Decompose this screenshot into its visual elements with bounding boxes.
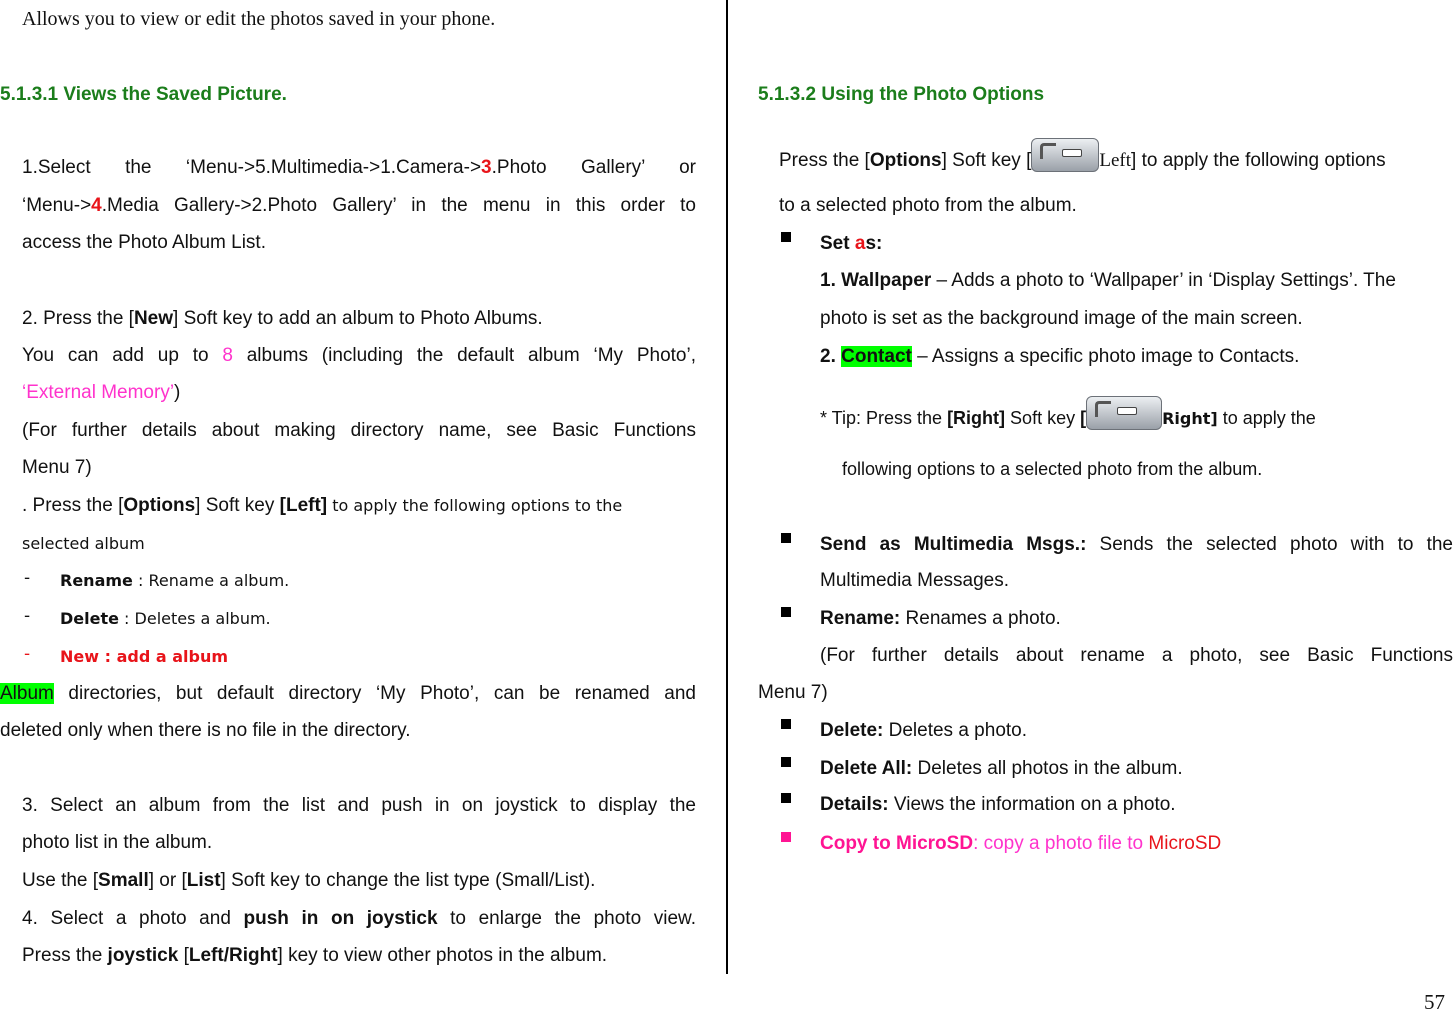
- square-bullet-icon: [781, 757, 791, 767]
- album-note-line2: deleted only when there is no file in the directory.: [0, 720, 411, 741]
- wallpaper-option: 1. Wallpaper – Adds a photo to ‘Wallpaper’ in ‘Display Settings’. The: [820, 270, 1396, 291]
- details-option: Details: Views the information on a photo.: [820, 794, 1176, 815]
- step2-line1: 2. Press the [New] Soft key to add an album to Photo Albums.: [22, 308, 543, 329]
- new-dash: -: [24, 644, 31, 664]
- copy-to-microsd-option: Copy to MicroSD: copy a photo file to MicroSD: [820, 833, 1222, 854]
- step3-line1: 3. Select an album from the list and push in on joystick to display the: [22, 795, 696, 816]
- bullet-delete: [781, 718, 793, 744]
- album-note-line1: Album directories, but default directory ‘My Photo’, can be renamed and: [0, 683, 696, 704]
- step2-line4: (For further details about making directory name, see Basic Functions: [22, 420, 696, 441]
- square-bullet-icon: [781, 793, 791, 803]
- square-bullet-icon: [781, 719, 791, 729]
- square-bullet-icon: [781, 533, 791, 543]
- options-line1: . Press the [Options] Soft key [Left] to apply the following options to the: [22, 495, 623, 516]
- set-as-label: Set as:: [820, 233, 883, 254]
- page-number: 57: [1424, 990, 1445, 1012]
- contact-option: 2. Contact – Assigns a specific photo image to Contacts.: [820, 346, 1300, 367]
- step3-line2: photo list in the album.: [22, 832, 213, 853]
- intro-text: Allows you to view or edit the photos saved in your phone.: [22, 8, 496, 30]
- step2-line3: ‘External Memory’): [22, 382, 181, 403]
- delete-all-option: Delete All: Deletes all photos in the album.: [820, 758, 1183, 779]
- bullet-send: [781, 532, 793, 558]
- wallpaper-option-line2: photo is set as the background image of the main screen.: [820, 308, 1303, 329]
- step4-line2: Press the joystick [Left/Right] key to view other photos in the album.: [22, 945, 608, 966]
- column-divider: [726, 0, 728, 974]
- tip-line1: * Tip: Press the [Right] Soft key [ Right] to apply the: [820, 396, 1316, 440]
- bullet-set-as: [781, 231, 793, 257]
- rename-details-line1: (For further details about rename a photo, see Basic Functions: [820, 645, 1453, 666]
- square-bullet-icon: [781, 232, 791, 242]
- square-bullet-icon: [781, 607, 791, 617]
- delete-dash: -: [24, 606, 31, 626]
- bullet-rename: [781, 606, 793, 632]
- step2-line5: Menu 7): [22, 457, 92, 478]
- tip-line2: following options to a selected photo from the album.: [842, 459, 1263, 479]
- step4-line1: 4. Select a photo and push in on joystick to enlarge the photo view.: [22, 908, 696, 929]
- delete-album-item: Delete : Deletes a album.: [60, 609, 271, 628]
- options-intro-line1: Press the [Options] Soft key [ Left] to apply the following options: [779, 138, 1386, 178]
- rename-details-line2: Menu 7): [758, 682, 828, 703]
- step2-line2: You can add up to 8 albums (including the default album ‘My Photo’,: [22, 345, 696, 366]
- bullet-delete-all: [781, 756, 793, 782]
- rename-photo-option: Rename: Renames a photo.: [820, 608, 1061, 629]
- step3-line3: Use the [Small] or [List] Soft key to change the list type (Small/List).: [22, 870, 596, 891]
- delete-photo-option: Delete: Deletes a photo.: [820, 720, 1028, 741]
- new-album-item: New : add a album: [60, 647, 228, 666]
- step1-line2: ‘Menu->4.Media Gallery->2.Photo Gallery’ in the menu in this order to: [22, 195, 696, 216]
- options-line2: selected album: [22, 534, 145, 553]
- step1-line1: 1.Select the ‘Menu->5.Multimedia->1.Camera->3.Photo Gallery’ or: [22, 157, 696, 178]
- rename-dash: -: [24, 568, 31, 588]
- section-heading-photo-options: 5.1.3.2 Using the Photo Options: [758, 84, 1045, 105]
- step1-line3: access the Photo Album List.: [22, 232, 266, 253]
- rename-album-item: Rename : Rename a album.: [60, 571, 290, 590]
- options-intro-line2: to a selected photo from the album.: [779, 195, 1077, 216]
- send-mms-option-line2: Multimedia Messages.: [820, 570, 1010, 591]
- left-softkey-icon: [1031, 138, 1099, 172]
- bullet-details: [781, 792, 793, 818]
- right-softkey-icon: [1086, 396, 1162, 430]
- square-bullet-icon: [781, 832, 791, 842]
- bullet-copy: [781, 831, 793, 857]
- send-mms-option: Send as Multimedia Msgs.: Sends the selected photo with to the: [820, 534, 1453, 555]
- section-heading-views-saved-picture: 5.1.3.1 Views the Saved Picture.: [0, 84, 287, 105]
